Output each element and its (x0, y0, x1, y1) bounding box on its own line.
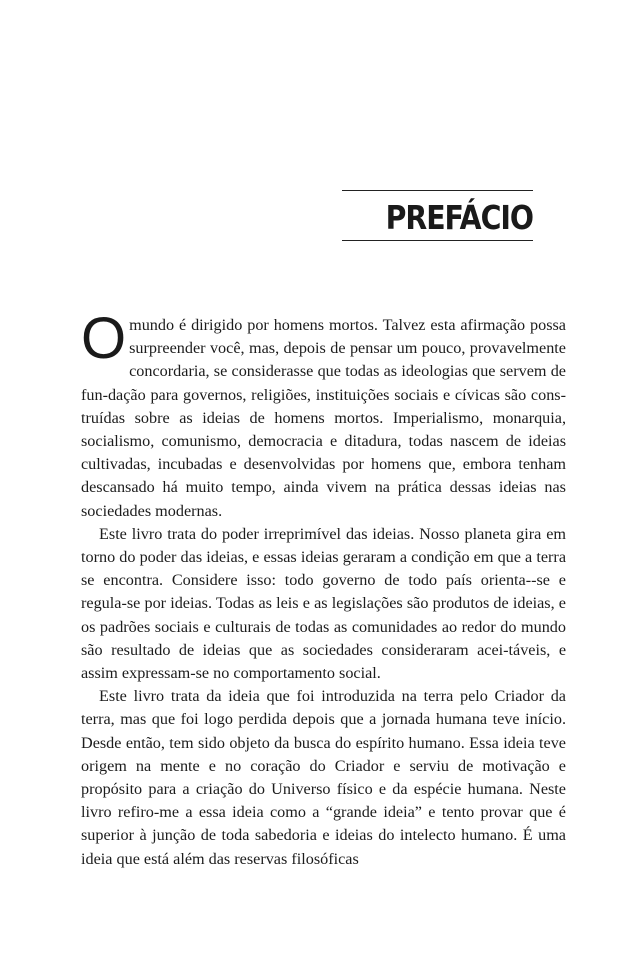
paragraph-2: Este livro trata do poder irreprimível das ideias. Nosso planeta gira em torno do poder das ideias, e essas ideias geraram a condição em que a terra se encontra. Considere isso: todo governo de todo país orienta--se e regula-se por ideias. Todas as leis e as legislações são produtos de ideias, e os padrões sociais e culturais de todas as comunidades ao redor do mundo são resultado de ideias que as sociedades consideraram acei-táveis, e assim expressam-se no comportamento social. (81, 524, 566, 683)
bottom-rule (342, 240, 533, 241)
chapter-header (342, 190, 533, 241)
paragraph-1 (81, 306, 566, 523)
paragraph-1-text: mundo é dirigido por homens mortos. Talvez esta afirmação possa surpreender você, mas, depois de pensar um pouco, provavelmente concordaria, se considerasse que todas as ideologias que servem de fun-dação para governos, religiões, instituições sociais e cívicas são cons-truídas sobre as ideias de homens mortos. Imperialismo, monarquia, socialismo, comunismo, democracia e ditadura, todas nascem de ideias cultivadas, incubadas e desenvolvidas por homens que, embora tenham descansado há muito tempo, ainda vivem na prática dessas ideias nas sociedades modernas. (81, 316, 566, 520)
body-text (81, 306, 566, 871)
drop-cap: O (81, 306, 127, 371)
paragraph-3: Este livro trata da ideia que foi introduzida na terra pelo Criador da terra, mas que foi logo perdida depois que a jornada humana teve início. Desde então, tem sido objeto da busca do espírito humano. Essa ideia teve origem na mente e no coração do Criador e serviu de motivação e propósito para a criação do Universo físico e da espécie humana. Neste livro refiro-me a essa ideia como a “grande ideia” e tento provar que é superior à junção de toda sabedoria e ideias do intelecto humano. É uma ideia que está além das reservas filosóficas (81, 687, 566, 868)
chapter-title: PREFÁCIO (385, 198, 533, 237)
